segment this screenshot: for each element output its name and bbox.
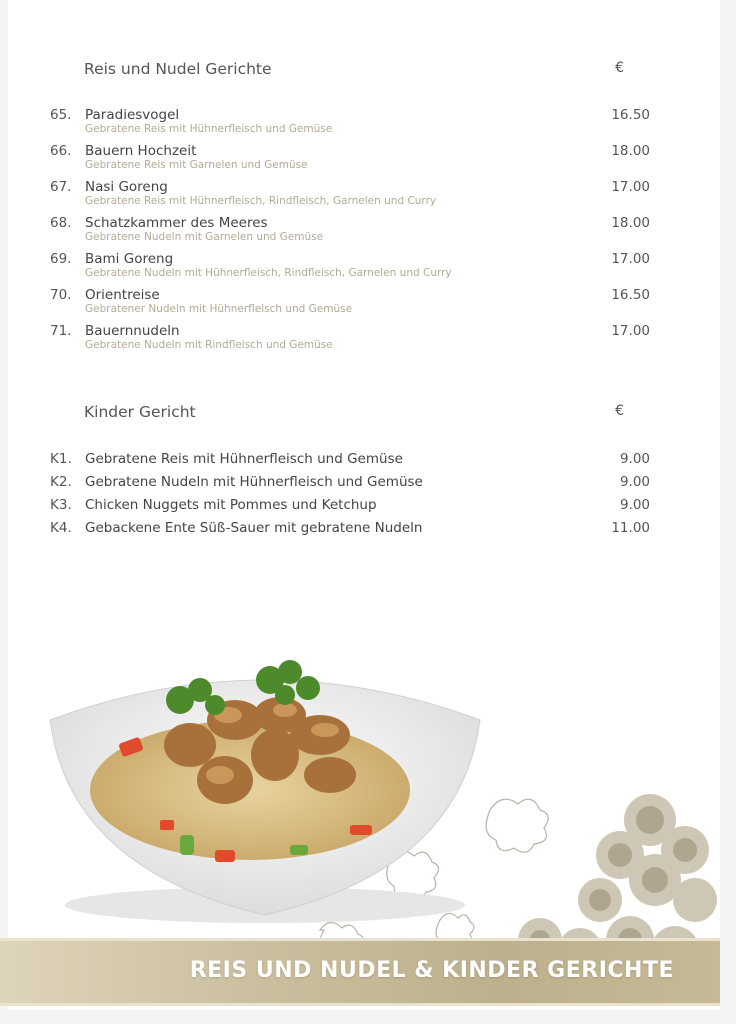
item-number: 69. xyxy=(50,251,72,267)
item-price: 16.50 xyxy=(611,107,650,123)
item-name: Chicken Nuggets mit Pommes und Ketchup xyxy=(85,497,377,513)
kids-section-header xyxy=(84,403,654,427)
item-description: Gebratene Reis mit Hühnerfleisch, Rindfleisch, Garnelen und Curry xyxy=(85,195,437,207)
currency-symbol: € xyxy=(615,403,624,419)
item-name: Gebratene Reis mit Hühnerfleisch und Gemüse xyxy=(85,451,403,467)
item-description: Gebratene Nudeln mit Hühnerfleisch, Rindfleisch, Garnelen und Curry xyxy=(85,267,452,279)
menu-item xyxy=(0,497,736,517)
item-description: Gebratene Reis mit Hühnerfleisch und Gemüse xyxy=(85,123,333,135)
item-price: 9.00 xyxy=(619,497,650,513)
banner-title: REIS UND NUDEL & KINDER GERICHTE xyxy=(189,958,674,983)
rice-noodle-section-header xyxy=(84,60,654,84)
item-price: 9.00 xyxy=(619,474,650,490)
item-price: 18.00 xyxy=(611,215,650,231)
item-name: Orientreise xyxy=(85,287,160,303)
title-banner xyxy=(0,938,720,1006)
item-price: 17.00 xyxy=(611,251,650,267)
item-number: 68. xyxy=(50,215,72,231)
item-name: Schatzkammer des Meeres xyxy=(85,215,268,231)
item-price: 11.00 xyxy=(611,520,650,536)
item-number: K4. xyxy=(50,520,72,536)
item-number: K3. xyxy=(50,497,72,513)
item-description: Gebratene Reis mit Garnelen und Gemüse xyxy=(85,159,308,171)
item-number: 65. xyxy=(50,107,72,123)
item-price: 17.00 xyxy=(611,323,650,339)
menu-item xyxy=(0,107,736,143)
menu-item xyxy=(0,520,736,540)
item-description: Gebratener Nudeln mit Hühnerfleisch und Gemüse xyxy=(85,303,353,315)
menu-item xyxy=(0,179,736,215)
item-number: K2. xyxy=(50,474,72,490)
item-number: K1. xyxy=(50,451,72,467)
menu-item xyxy=(0,323,736,359)
item-price: 17.00 xyxy=(611,179,650,195)
menu-item xyxy=(0,474,736,494)
menu-item xyxy=(0,287,736,323)
item-name: Bami Goreng xyxy=(85,251,174,267)
item-price: 16.50 xyxy=(611,287,650,303)
menu-item xyxy=(0,143,736,179)
menu-item xyxy=(0,251,736,287)
fried-rice-photo xyxy=(40,650,490,940)
menu-item xyxy=(0,451,736,471)
currency-symbol: € xyxy=(615,60,624,76)
item-number: 71. xyxy=(50,323,72,339)
item-name: Paradiesvogel xyxy=(85,107,180,123)
item-description: Gebratene Nudeln mit Garnelen und Gemüse xyxy=(85,231,324,243)
item-price: 18.00 xyxy=(611,143,650,159)
item-name: Gebratene Nudeln mit Hühnerfleisch und Gemüse xyxy=(85,474,423,490)
item-number: 67. xyxy=(50,179,72,195)
item-price: 9.00 xyxy=(619,451,650,467)
item-name: Nasi Goreng xyxy=(85,179,168,195)
item-name: Gebackene Ente Süß-Sauer mit gebratene Nudeln xyxy=(85,520,423,536)
section-title: Kinder Gericht xyxy=(84,403,196,421)
item-name: Bauernnudeln xyxy=(85,323,180,339)
item-description: Gebratene Nudeln mit Rindfleisch und Gemüse xyxy=(85,339,333,351)
item-number: 70. xyxy=(50,287,72,303)
section-title: Reis und Nudel Gerichte xyxy=(84,60,272,78)
menu-item xyxy=(0,215,736,251)
item-number: 66. xyxy=(50,143,72,159)
item-name: Bauern Hochzeit xyxy=(85,143,197,159)
